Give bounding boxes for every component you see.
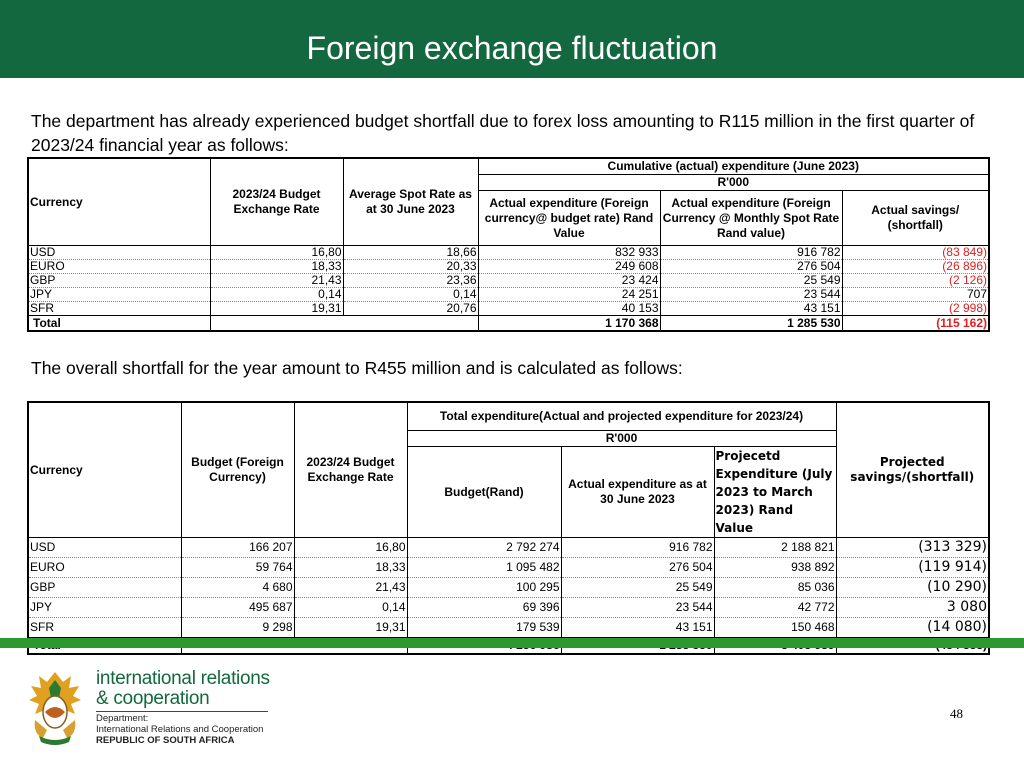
t1-budget-rate: 0,14	[210, 288, 343, 302]
t2-budget-rand: 100 295	[407, 578, 561, 598]
t1-actual-budget: 40 153	[478, 302, 660, 316]
table-row	[28, 598, 989, 618]
table-row	[28, 274, 989, 288]
t1-total-actual-spot: 1 285 530	[660, 316, 842, 332]
t2-currency: SFR	[28, 618, 181, 638]
table-row	[28, 618, 989, 638]
t1-spot-rate: 18,66	[343, 246, 478, 260]
t1-actual-spot: 43 151	[660, 302, 842, 316]
forex-q1-table	[27, 157, 990, 332]
table-row	[28, 246, 989, 260]
t2-budget-rand: 69 396	[407, 598, 561, 618]
t2-budget-rand: 2 792 274	[407, 538, 561, 558]
t1-savings: 707	[842, 288, 989, 302]
t2-currency: JPY	[28, 598, 181, 618]
t2-header-projected-exp: Projecetd Expenditure (July 2023 to March 2023) Rand Value	[714, 447, 836, 538]
footer-rule	[0, 638, 1024, 648]
table-row	[28, 578, 989, 598]
t1-actual-budget: 832 933	[478, 246, 660, 260]
t2-actual-june: 916 782	[561, 538, 714, 558]
dept-name: International Relations and Cooperation	[96, 724, 264, 735]
t1-actual-spot: 916 782	[660, 246, 842, 260]
t2-header-budget-fc: Budget (Foreign Currency)	[181, 402, 294, 538]
t1-currency: JPY	[28, 288, 210, 302]
t1-header-actual-spot: Actual expenditure (Foreign Currency @ Monthly Spot Rate Rand value)	[660, 191, 842, 246]
t2-budget-rand: 1 095 482	[407, 558, 561, 578]
page-number: 48	[950, 706, 963, 721]
t1-budget-rate: 21,43	[210, 274, 343, 288]
t2-projected-savings: (313 329)	[836, 538, 989, 558]
t1-budget-rate: 16,80	[210, 246, 343, 260]
t2-projected-savings: (14 080)	[836, 618, 989, 638]
t2-actual-june: 43 151	[561, 618, 714, 638]
t1-header-currency: Currency	[28, 158, 210, 246]
t2-currency: GBP	[28, 578, 181, 598]
title-bar	[0, 0, 1024, 78]
t2-header-currency: Currency	[28, 402, 181, 538]
t2-budget-rate: 19,31	[294, 618, 407, 638]
brand-line-2: & cooperation	[96, 688, 210, 709]
t2-projected-savings: (119 914)	[836, 558, 989, 578]
t2-budget-rate: 16,80	[294, 538, 407, 558]
t2-header-budget-rate: 2023/24 Budget Exchange Rate	[294, 402, 407, 538]
t2-budget-fc: 4 680	[181, 578, 294, 598]
t1-total-label: Total	[28, 316, 210, 332]
t2-budget-rand: 179 539	[407, 618, 561, 638]
t2-budget-fc: 495 687	[181, 598, 294, 618]
t1-currency: GBP	[28, 274, 210, 288]
intro-paragraph: The department has already experienced budget shortfall due to forex loss amounting to R115 million in the first quarter of 2023/24 financial year as follows:	[31, 111, 975, 155]
t1-actual-budget: 24 251	[478, 288, 660, 302]
dept-label: Department:	[96, 713, 149, 724]
t2-currency: EURO	[28, 558, 181, 578]
t1-actual-budget: 23 424	[478, 274, 660, 288]
t1-savings: (2 126)	[842, 274, 989, 288]
brand-divider	[96, 711, 268, 712]
total-row	[28, 316, 989, 332]
t2-projected-savings: 3 080	[836, 598, 989, 618]
t1-savings: (2 998)	[842, 302, 989, 316]
t1-header-savings: Actual savings/ (shortfall)	[842, 191, 989, 246]
t1-savings: (83 849)	[842, 246, 989, 260]
t2-projected-exp: 938 892	[714, 558, 836, 578]
t2-projected-exp: 42 772	[714, 598, 836, 618]
t1-currency: EURO	[28, 260, 210, 274]
t1-header-actual-budget: Actual expenditure (Foreign currency@ budget rate) Rand Value	[478, 191, 660, 246]
t1-spot-rate: 20,76	[343, 302, 478, 316]
t1-currency: USD	[28, 246, 210, 260]
t1-currency: SFR	[28, 302, 210, 316]
country-name: REPUBLIC OF SOUTH AFRICA	[96, 735, 235, 746]
t2-header-projected-savings: Projected savings/(shortfall)	[836, 402, 989, 538]
t1-total-empty	[210, 316, 478, 332]
brand-line-1: international relations	[96, 668, 270, 689]
t1-budget-rate: 18,33	[210, 260, 343, 274]
t1-spot-rate: 23,36	[343, 274, 478, 288]
t1-actual-spot: 25 549	[660, 274, 842, 288]
shortfall-paragraph: The overall shortfall for the year amount to R455 million and is calculated as follows:	[31, 358, 683, 378]
t2-projected-exp: 2 188 821	[714, 538, 836, 558]
table-row	[28, 288, 989, 302]
t2-budget-rate: 21,43	[294, 578, 407, 598]
slide-title: Foreign exchange fluctuation	[306, 30, 718, 66]
t2-budget-fc: 9 298	[181, 618, 294, 638]
t1-header-budget-rate: 2023/24 Budget Exchange Rate	[210, 158, 343, 246]
t2-currency: USD	[28, 538, 181, 558]
t2-header-total-exp: Total expenditure(Actual and projected expenditure for 2023/24)	[407, 402, 836, 431]
t1-spot-rate: 0,14	[343, 288, 478, 302]
table-row	[28, 302, 989, 316]
t2-actual-june: 23 544	[561, 598, 714, 618]
t2-projected-exp: 150 468	[714, 618, 836, 638]
t2-projected-savings: (10 290)	[836, 578, 989, 598]
t2-projected-exp: 85 036	[714, 578, 836, 598]
table-row	[28, 558, 989, 578]
t1-total-savings: (115 162)	[842, 316, 989, 332]
table-row	[28, 260, 989, 274]
t2-header-actual-june: Actual expenditure as at 30 June 2023	[561, 447, 714, 538]
t1-actual-spot: 276 504	[660, 260, 842, 274]
department-block	[96, 713, 263, 746]
t1-header-spot-rate: Average Spot Rate as at 30 June 2023	[343, 158, 478, 246]
t2-budget-fc: 59 764	[181, 558, 294, 578]
t2-actual-june: 276 504	[561, 558, 714, 578]
t1-budget-rate: 19,31	[210, 302, 343, 316]
t2-header-unit: R'000	[407, 431, 836, 447]
t2-actual-june: 25 549	[561, 578, 714, 598]
t1-actual-budget: 249 608	[478, 260, 660, 274]
t1-header-unit: R'000	[478, 175, 989, 191]
t2-header-budget-rand: Budget(Rand)	[407, 447, 561, 538]
t1-header-cumulative: Cumulative (actual) expenditure (June 2023)	[478, 158, 989, 175]
t2-budget-rate: 18,33	[294, 558, 407, 578]
t1-spot-rate: 20,33	[343, 260, 478, 274]
t2-budget-rate: 0,14	[294, 598, 407, 618]
t1-total-actual-budget: 1 170 368	[478, 316, 660, 332]
coat-of-arms-logo	[25, 668, 85, 748]
t1-actual-spot: 23 544	[660, 288, 842, 302]
table-row	[28, 538, 989, 558]
forex-year-table	[27, 401, 990, 655]
t1-savings: (26 896)	[842, 260, 989, 274]
t2-budget-fc: 166 207	[181, 538, 294, 558]
